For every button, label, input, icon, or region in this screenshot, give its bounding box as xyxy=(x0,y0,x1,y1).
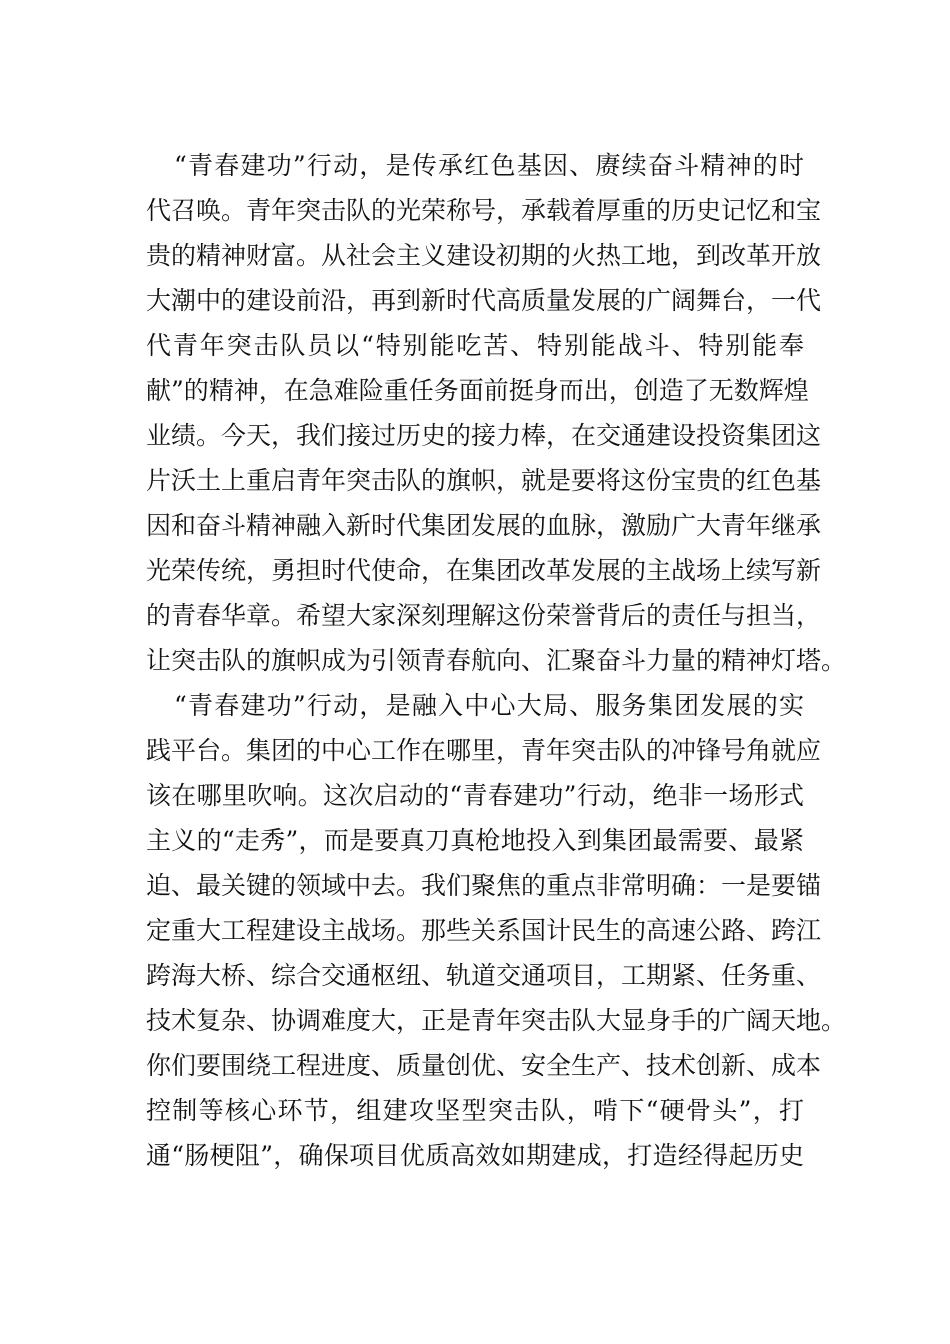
text-line: 业绩。今天，我们接过历史的接力棒，在交通建设投资集团这 xyxy=(146,421,822,450)
paragraph-youth-red-gene xyxy=(146,143,847,683)
text-line: 片沃土上重启青年突击队的旗帜，就是要将这份宝贵的红色基 xyxy=(146,466,822,495)
text-line: 你们要围绕工程进度、质量创优、安全生产、技术创新、成本 xyxy=(146,1051,822,1080)
text-line: 通“肠梗阻”，确保项目优质高效如期建成，打造经得起历史 xyxy=(146,1141,804,1170)
text-line: 技术复杂、协调难度大，正是青年突击队大显身手的广阔天地。 xyxy=(146,1006,847,1035)
text-line: 光荣传统，勇担时代使命，在集团改革发展的主战场上续写新 xyxy=(146,556,822,585)
text-line: 让突击队的旗帜成为引领青春航向、汇聚奋斗力量的精神灯塔。 xyxy=(146,646,847,675)
document-body xyxy=(146,143,847,1178)
text-line: 代召唤。青年突击队的光荣称号，承载着厚重的历史记忆和宝 xyxy=(146,196,822,225)
paragraph-central-task xyxy=(146,683,847,1178)
text-line: 的青春华章。希望大家深刻理解这份荣誉背后的责任与担当， xyxy=(146,601,822,630)
text-line: “青春建功”行动，是传承红色基因、赓续奋斗精神的时 xyxy=(174,151,804,180)
text-line: 献”的精神，在急难险重任务面前挺身而出，创造了无数辉煌 xyxy=(146,376,809,405)
text-line: 迫、最关键的领域中去。我们聚焦的重点非常明确：一是要锚 xyxy=(146,871,822,900)
text-line: “青春建功”行动，是融入中心大局、服务集团发展的实 xyxy=(174,691,804,720)
text-line: 定重大工程建设主战场。那些关系国计民生的高速公路、跨江 xyxy=(146,916,822,945)
text-line: 该在哪里吹响。这次启动的“青春建功”行动，绝非一场形式 xyxy=(146,781,804,810)
text-line: 大潮中的建设前沿，再到新时代高质量发展的广阔舞台，一代 xyxy=(146,286,822,315)
text-line: 控制等核心环节，组建攻坚型突击队，啃下“硬骨头”，打 xyxy=(146,1096,804,1125)
text-line: 因和奋斗精神融入新时代集团发展的血脉，激励广大青年继承 xyxy=(146,511,822,540)
text-line: 践平台。集团的中心工作在哪里，青年突击队的冲锋号角就应 xyxy=(146,736,822,765)
text-line: 跨海大桥、综合交通枢纽、轨道交通项目，工期紧、任务重、 xyxy=(146,961,822,990)
text-line: 代青年突击队员以“特别能吃苦、特别能战斗、特别能奉 xyxy=(146,331,804,360)
text-line: 主义的“走秀”，而是要真刀真枪地投入到集团最需要、最紧 xyxy=(146,826,804,855)
text-line: 贵的精神财富。从社会主义建设初期的火热工地，到改革开放 xyxy=(146,241,822,270)
